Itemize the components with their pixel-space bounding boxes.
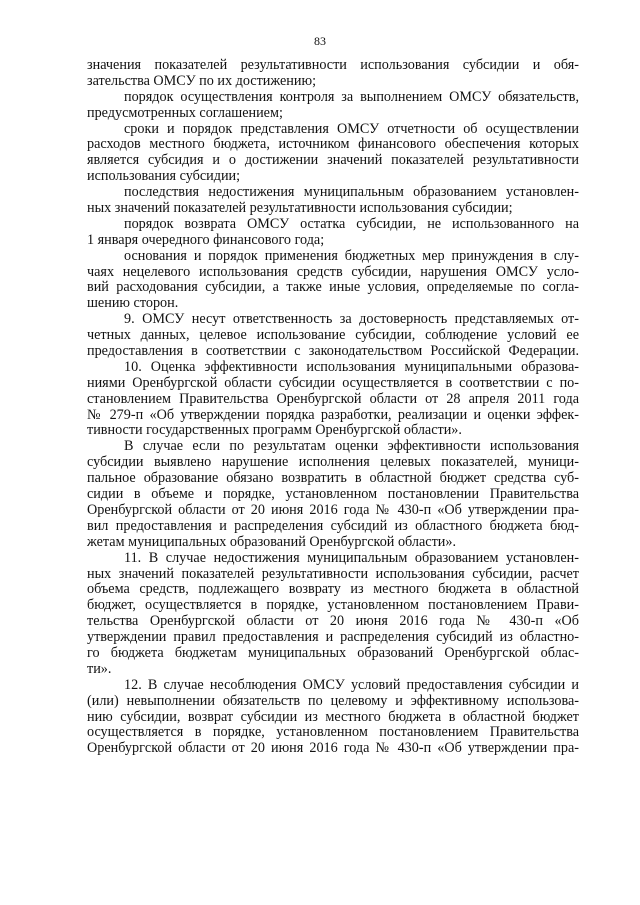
page-number: 83 — [314, 34, 326, 48]
text-line: 11. В случае недостижения муниципальным образованием установлен- — [124, 549, 579, 566]
text-line: расходов местного бюджета, источником финансового обеспечения которых — [87, 136, 579, 153]
text-line: пальное образование обязано возвратить в областной бюджет средства суб- — [87, 470, 579, 487]
text-line: ных значений показателей результативности использования субсидии; — [87, 200, 513, 217]
text-line: 1 января очередного финансового года; — [87, 231, 325, 248]
text-line: шению сторон. — [87, 295, 179, 312]
text-line: использования субсидии; — [87, 168, 241, 185]
text-line: вил предоставления и распределения субсидий из областного бюджета бюд- — [87, 517, 579, 534]
text-line: порядок возврата ОМСУ остатка субсидии, не использованного на — [124, 215, 579, 232]
text-line: субсидии выявлено нарушение исполнения целевых показателей, муници- — [87, 454, 579, 471]
document-body — [87, 58, 579, 757]
text-line: осуществляется в порядке, установленном постановлением Правительства — [87, 724, 579, 741]
text-line: 9. ОМСУ несут ответственность за достоверность представляемых от- — [124, 311, 579, 328]
text-line: 12. В случае несоблюдения ОМСУ условий предоставления субсидии и — [124, 676, 579, 693]
text-line: порядок осуществления контроля за выполнением ОМСУ обязательств, — [124, 88, 579, 105]
text-line: сидии в объеме и порядке, установленном постановлении Правительства — [87, 486, 579, 503]
text-line: жетам муниципальных образований Оренбургской области». — [87, 533, 457, 550]
text-line: значения показателей результативности использования субсидии и обя- — [87, 57, 579, 73]
text-line: вий расходования субсидии, а также иные условия, определяемые по согла- — [87, 279, 579, 296]
text-line: последствия недостижения муниципальным образованием установлен- — [124, 184, 579, 201]
text-line: становлением Правительства Оренбургской области от 28 апреля 2011 года — [87, 390, 579, 407]
text-line: нию субсидии, возврат субсидии из местного бюджета в областной бюджет — [87, 708, 579, 725]
text-line: сроки и порядок представления ОМСУ отчетности об осуществлении — [124, 120, 579, 137]
text-line: бюджет, осуществляется в порядке, установленном постановлением Прави- — [87, 597, 579, 614]
text-line: ти». — [87, 660, 112, 677]
text-line: утверждении правил предоставления и распределения субсидий из областно- — [87, 629, 579, 646]
text-line: тивности государственных программ Оренбургской области». — [87, 422, 462, 439]
text-line: предоставления в соответствии с законодательством Российской Федерации. — [87, 343, 579, 360]
text-line: № 279-п «Об утверждении порядка разработки, реализации и оценки эффек- — [87, 406, 579, 423]
text-line: ных значений показателей результативности использования субсидии, расчет — [87, 565, 579, 582]
text-line: предусмотренных соглашением; — [87, 104, 283, 121]
text-line: объема средств, подлежащего возврату из местного бюджета в областной — [87, 581, 579, 598]
text-line: основания и порядок применения бюджетных мер принуждения в слу- — [124, 247, 579, 264]
text-line: Оренбургской области от 20 июня 2016 года № 430-п «Об утверждении пра- — [87, 501, 579, 518]
text-line: В случае если по результатам оценки эффективности использования — [124, 438, 579, 455]
text-line: является субсидия и о достижении значений показателей результативности — [87, 152, 579, 169]
text-line: го бюджета бюджетам муниципальных образований Оренбургской облас- — [87, 644, 579, 661]
text-line: (или) невыполнении обязательств по целевому и эффективному использова- — [87, 692, 579, 709]
text-line: тельства Оренбургской области от 20 июня 2016 года № 430-п «Об — [87, 613, 579, 630]
text-line: четных данных, целевое использование субсидии, соблюдение условий ее — [87, 327, 579, 344]
text-line: чаях нецелевого использования средств субсидии, нарушения ОМСУ усло- — [87, 263, 579, 280]
text-line: Оренбургской области от 20 июня 2016 года № 430-п «Об утверждении пра- — [87, 740, 579, 757]
text-line: 10. Оценка эффективности использования муниципальными образова- — [124, 358, 579, 375]
text-line: зательства ОМСУ по их достижению; — [87, 72, 317, 89]
text-line: ниями Оренбургской области субсидии осуществляется в соответствии с по- — [87, 374, 579, 391]
